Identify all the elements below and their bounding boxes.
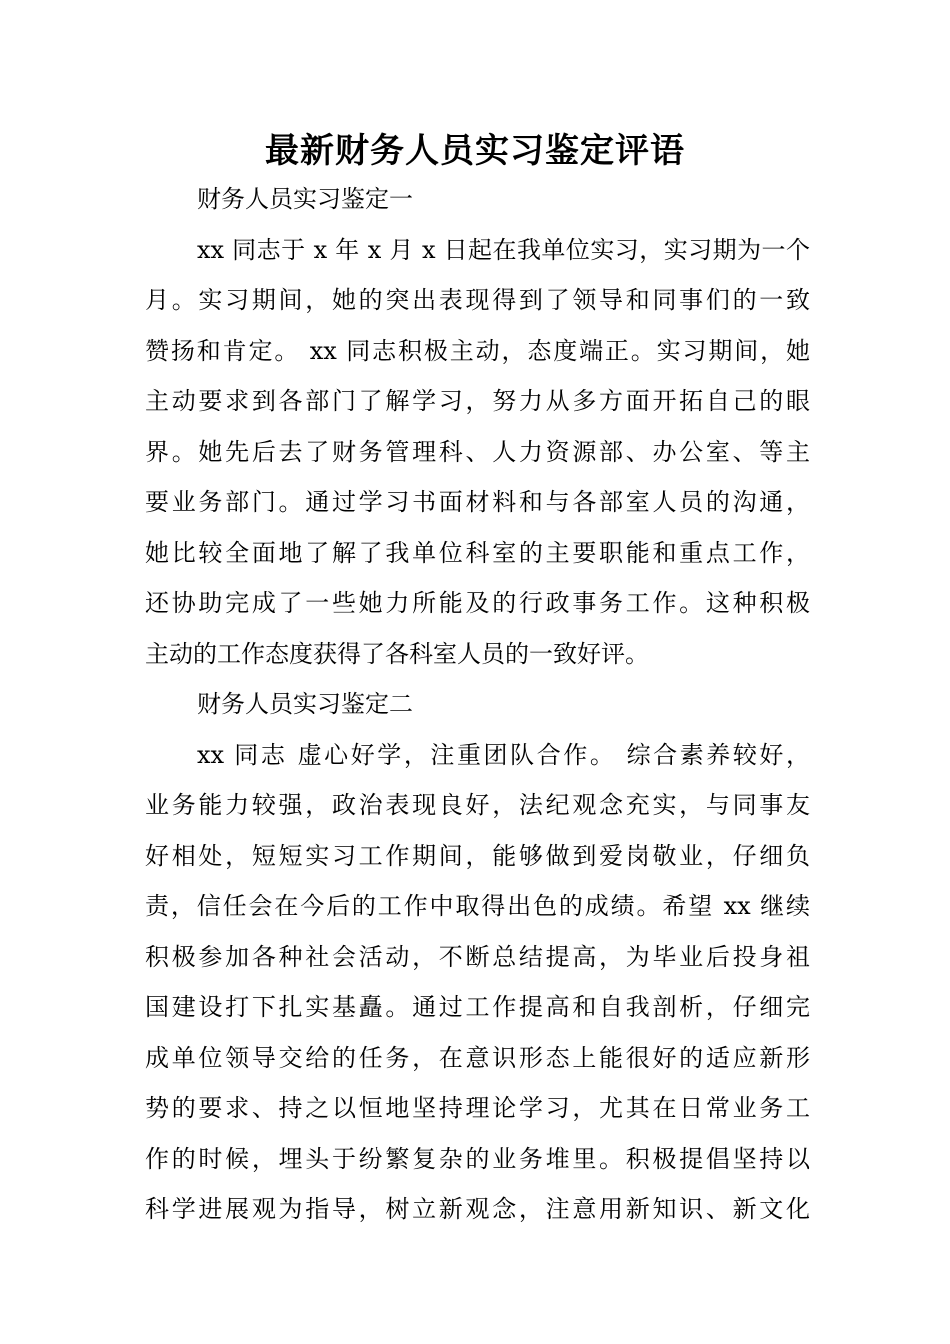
paragraph-line: xx 同志 虚心好学，注重团队合作。 综合素养较好， bbox=[197, 740, 810, 769]
paragraph-line: 科学进展观为指导，树立新观念，注意用新知识、新文化 bbox=[145, 1195, 810, 1223]
paragraph-line: 界。她先后去了财务管理科、人力资源部、办公室、等主 bbox=[145, 437, 810, 466]
paragraph-line: 主动的工作态度获得了各科室人员的一致好评。 bbox=[145, 639, 649, 668]
section-heading-2: 财务人员实习鉴定二 bbox=[197, 690, 413, 718]
paragraph-line: 月。实习期间，她的突出表现得到了领导和同事们的一致 bbox=[145, 286, 810, 314]
paragraph-line: 积极参加各种社会活动，不断总结提高，为毕业后投身祖 bbox=[145, 942, 810, 971]
paragraph-line: xx 同志于 x 年 x 月 x 日起在我单位实习，实习期为一个 bbox=[197, 235, 810, 264]
paragraph-line: 赞扬和肯定。 xx 同志积极主动，态度端正。实习期间，她 bbox=[145, 336, 810, 365]
paragraph-line: 业务能力较强，政治表现良好，法纪观念充实，与同事友 bbox=[145, 791, 810, 819]
document-title: 最新财务人员实习鉴定评语 bbox=[265, 131, 685, 171]
paragraph-line: 作的时候，埋头于纷繁复杂的业务堆里。积极提倡坚持以 bbox=[145, 1144, 810, 1173]
paragraph-line: 成单位领导交给的任务，在意识形态上能很好的适应新形 bbox=[145, 1043, 810, 1072]
paragraph-line: 主动要求到各部门了解学习，努力从多方面开拓自己的眼 bbox=[145, 387, 810, 415]
section-heading-1: 财务人员实习鉴定一 bbox=[197, 185, 413, 213]
paragraph-line: 国建设打下扎实基矗。通过工作提高和自我剖析，仔细完 bbox=[145, 993, 810, 1021]
paragraph-line: 好相处，短短实习工作期间，能够做到爱岗敬业，仔细负 bbox=[145, 841, 810, 870]
paragraph-line: 势的要求、持之以恒地坚持理论学习，尤其在日常业务工 bbox=[145, 1094, 810, 1122]
paragraph-line: 还协助完成了一些她力所能及的行政事务工作。这种积极 bbox=[145, 589, 810, 617]
paragraph-line: 责，信任会在今后的工作中取得出色的成绩。希望 xx 继续 bbox=[145, 892, 810, 920]
paragraph-line: 要业务部门。通过学习书面材料和与各部室人员的沟通， bbox=[145, 488, 810, 516]
document-body bbox=[145, 174, 810, 1235]
paragraph-line: 她比较全面地了解了我单位科室的主要职能和重点工作， bbox=[145, 538, 810, 567]
